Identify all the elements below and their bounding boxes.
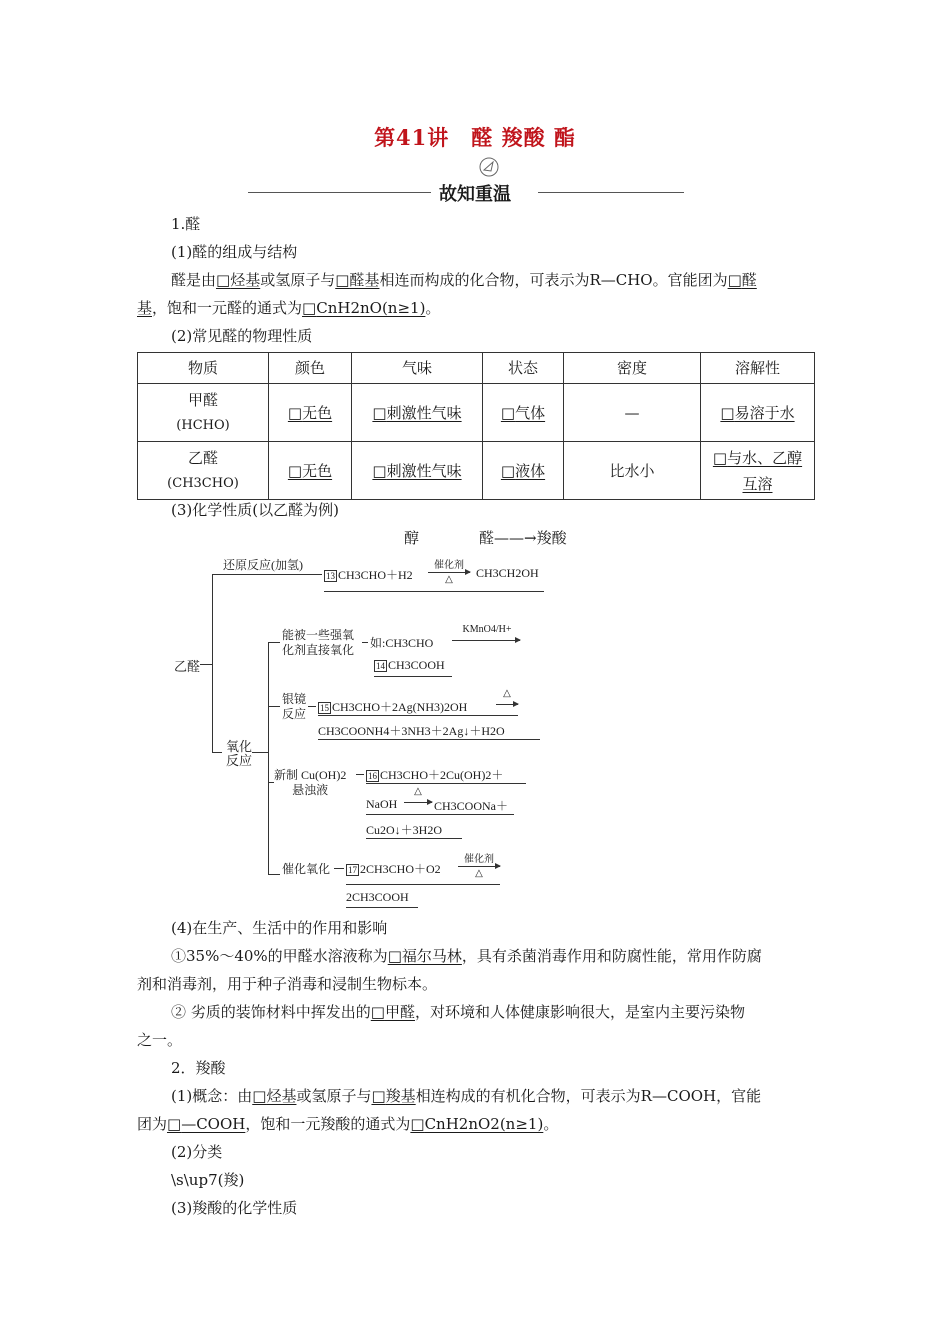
table-cell-solubility: □ 与水、乙醇 互溶 xyxy=(701,442,815,500)
s2-sub2: (2)分类 xyxy=(171,1143,223,1161)
s1-sub4: (4)在生产、生活中的作用和影响 xyxy=(171,919,388,937)
connector xyxy=(212,752,222,753)
section-header: 故知重温 xyxy=(0,180,950,206)
strong-oxidizer-cond: KMnO4/H+ xyxy=(462,624,512,635)
underline xyxy=(346,907,418,908)
connector xyxy=(308,706,316,707)
s1-line2: 基，饱和一元醛的通式为□ CnH2nO(n≥1)。 xyxy=(137,294,817,322)
silver-mirror-product: CH3COONH4＋3NH3＋2Ag↓＋H2O xyxy=(318,724,505,738)
s2-line2: 团为□ —COOH，饱和一元羧酸的通式为□ CnH2nO2(n≥1)。 xyxy=(137,1110,817,1138)
page-title: 第41讲 醛 羧酸 酯 xyxy=(374,125,576,150)
copper-hydroxide-cond: △ xyxy=(414,786,422,797)
s1-p2-line1: ② 劣质的装饰材料中挥发出的□ 甲醛，对环境和人体健康影响很大，是室内主要污染物 xyxy=(137,998,851,1026)
connector xyxy=(334,868,344,869)
reduction-label: 还原反应(加氢) xyxy=(223,558,303,572)
underline xyxy=(366,783,526,784)
connector xyxy=(200,664,212,665)
table-cell-density: 比水小 xyxy=(564,442,701,500)
table-header: 溶解性 xyxy=(701,353,815,384)
s2-heading: 2．羧酸 xyxy=(171,1059,226,1077)
table-header: 颜色 xyxy=(269,353,352,384)
copper-hydroxide-precipitate: Cu2O↓＋3H2O xyxy=(366,823,443,837)
connector xyxy=(268,642,269,874)
table-cell-color: □ 无色 xyxy=(269,442,352,500)
s1-line1: 醛是由□ 烃基或氢原子与□ 醛基相连而构成的化合物，可表示为R—CHO。官能团为□ 醛 xyxy=(137,266,851,294)
copper-hydroxide-product: CH3COONa＋ xyxy=(434,799,508,813)
underline xyxy=(366,838,462,839)
catalytic-oxidation-cond-bottom: △ xyxy=(475,868,483,879)
underline xyxy=(318,739,540,740)
connector xyxy=(268,642,280,643)
table-header: 气味 xyxy=(352,353,483,384)
strong-oxidizer-label: 能被一些强氧 化剂直接氧化 xyxy=(282,628,355,657)
copper-hydroxide-arrow xyxy=(404,802,432,803)
silver-mirror-arrow xyxy=(496,704,518,705)
catalytic-oxidation-cond-top: 催化剂 xyxy=(464,854,494,865)
table-cell-name: 甲醛 (HCHO) xyxy=(138,384,269,442)
s1-sub1: (1)醛的组成与结构 xyxy=(171,243,298,261)
copper-hydroxide-label: 新制 Cu(OH)2 悬浊液 xyxy=(274,768,347,797)
connector xyxy=(268,874,280,875)
catalytic-oxidation-equation: 17 2CH3CHO＋O2 xyxy=(348,862,441,876)
table-header: 状态 xyxy=(483,353,564,384)
diagram-root-label: 乙醛 xyxy=(174,659,201,674)
reduction-cond-bottom: △ xyxy=(445,574,453,585)
connector xyxy=(268,706,280,707)
silver-mirror-cond: △ xyxy=(503,688,511,699)
s2-code: \s\up7(羧) xyxy=(171,1171,245,1189)
underline xyxy=(366,814,514,815)
oxidation-label: 氧化 反应 xyxy=(226,739,253,768)
reduction-cond-top: 催化剂 xyxy=(434,560,464,571)
copper-hydroxide-equation: 16 CH3CHO＋2Cu(OH)2＋ xyxy=(368,768,504,782)
s2-line1: (1)概念：由□ 烃基或氢原子与□ 羧基相连构成的有机化合物，可表示为R—COOH，官能 xyxy=(137,1082,851,1110)
reduction-product: CH3CH2OH xyxy=(476,566,539,580)
table-cell-density: — xyxy=(564,384,701,442)
connector xyxy=(212,574,213,752)
table-cell-smell: □ 刺激性气味 xyxy=(352,384,483,442)
table-cell-state: □ 液体 xyxy=(483,442,564,500)
connector xyxy=(252,752,268,753)
catalytic-oxidation-product: 2CH3COOH xyxy=(346,890,409,904)
s1-p1-line1: ①35%～40%的甲醛水溶液称为□ 福尔马林，具有杀菌消毒作用和防腐性能，常用作防腐 xyxy=(137,942,851,970)
connector xyxy=(362,642,368,643)
s1-sub2: (2)常见醛的物理性质 xyxy=(171,327,313,345)
s1-sub3: (3)化学性质(以乙醛为例) xyxy=(171,501,339,519)
underline xyxy=(318,715,518,716)
s1-p1-line2: 剂和消毒剂，用于种子消毒和浸制生物标本。 xyxy=(137,975,438,993)
table-header: 密度 xyxy=(564,353,701,384)
copper-hydroxide-naoh: NaOH xyxy=(366,797,398,811)
reduction-equation: 13 CH3CHO＋H2 xyxy=(326,568,413,582)
strong-oxidizer-equation: 如:CH3CHO xyxy=(370,636,434,650)
catalytic-oxidation-arrow xyxy=(458,866,500,867)
table-cell-smell: □ 刺激性气味 xyxy=(352,442,483,500)
underline xyxy=(324,591,544,592)
table-header: 物质 xyxy=(138,353,269,384)
table-cell-color: □ 无色 xyxy=(269,384,352,442)
s1-p2-line2: 之一。 xyxy=(137,1031,183,1049)
table-cell-name: 乙醛 (CH3CHO) xyxy=(138,442,269,500)
strong-oxidizer-product: 14 CH3COOH xyxy=(376,658,445,672)
table-cell-solubility: □ 易溶于水 xyxy=(701,384,815,442)
silver-mirror-label: 银镜 反应 xyxy=(282,692,307,721)
underline xyxy=(346,884,500,885)
s2-sub3: (3)羧酸的化学性质 xyxy=(171,1199,298,1217)
catalytic-oxidation-label: 催化氧化 xyxy=(282,862,331,876)
table-cell-state: □ 气体 xyxy=(483,384,564,442)
connector xyxy=(356,774,364,775)
connector xyxy=(212,574,322,575)
underline xyxy=(374,676,452,677)
reduction-arrow xyxy=(428,572,470,573)
s1-heading: 1.醛 xyxy=(171,215,201,233)
reaction-chain: 醇 醛——→羧酸 xyxy=(404,529,567,547)
strong-oxidizer-arrow xyxy=(452,640,520,641)
silver-mirror-equation: 15 CH3CHO＋2Ag(NH3)2OH xyxy=(320,700,468,714)
